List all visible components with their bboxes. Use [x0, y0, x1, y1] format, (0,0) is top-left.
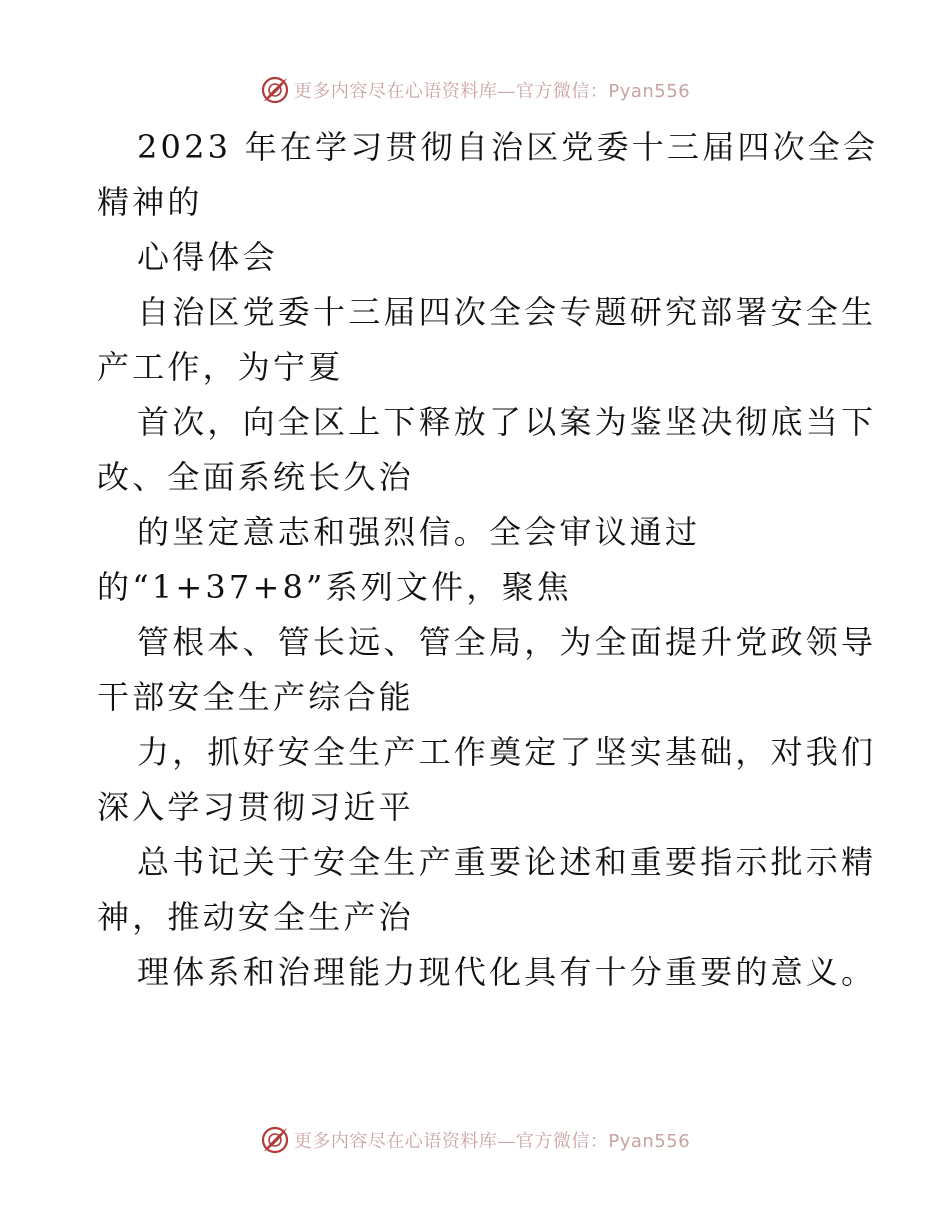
document-body	[97, 120, 879, 1000]
watermark-banner-bottom	[0, 1120, 950, 1160]
paragraph-line: 深入学习贯彻习近平	[97, 788, 414, 826]
wechat-id: Pyan556	[608, 1131, 691, 1152]
paragraph-line: 首次，向全区上下释放了以案为鉴坚决彻底当下	[137, 403, 877, 441]
paragraph-line: 力，抓好安全生产工作奠定了坚实基础，对我们	[137, 733, 877, 771]
doc-title-line-2: 精神的	[97, 183, 203, 221]
paragraph-line: 理体系和治理能力现代化具有十分重要的意义。	[137, 953, 877, 991]
feather-quill-seal-icon	[260, 1125, 290, 1155]
paragraph-line: 改、全面系统长久治	[97, 458, 414, 496]
paragraph-line: 神，推动安全生产治	[97, 898, 414, 936]
paragraph-line: 干部安全生产综合能	[97, 678, 414, 716]
paragraph-line: 管根本、管长远、管全局，为全面提升党政领导	[137, 623, 877, 661]
paragraph-line: 自治区党委十三届四次全会专题研究部署安全生	[137, 293, 877, 331]
watermark-text: 更多内容尽在心语资料库—官方微信：Pyan556	[293, 1131, 691, 1152]
paragraph-line: 产工作，为宁夏	[97, 348, 344, 386]
paragraph-line: 的坚定意志和强烈信。全会审议通过	[137, 513, 701, 551]
doc-title-line-1: 2023 年在学习贯彻自治区党委十三届四次全会	[137, 128, 879, 166]
paragraph-line: 的“1+37+8”系列文件，聚焦	[97, 568, 572, 606]
wechat-id: Pyan556	[608, 81, 691, 102]
doc-subtitle: 心得体会	[137, 238, 278, 276]
feather-quill-seal-icon	[260, 75, 290, 105]
paragraph-line: 总书记关于安全生产重要论述和重要指示批示精	[137, 843, 877, 881]
watermark-banner-top	[0, 70, 950, 110]
watermark-text: 更多内容尽在心语资料库—官方微信：Pyan556	[293, 81, 691, 102]
